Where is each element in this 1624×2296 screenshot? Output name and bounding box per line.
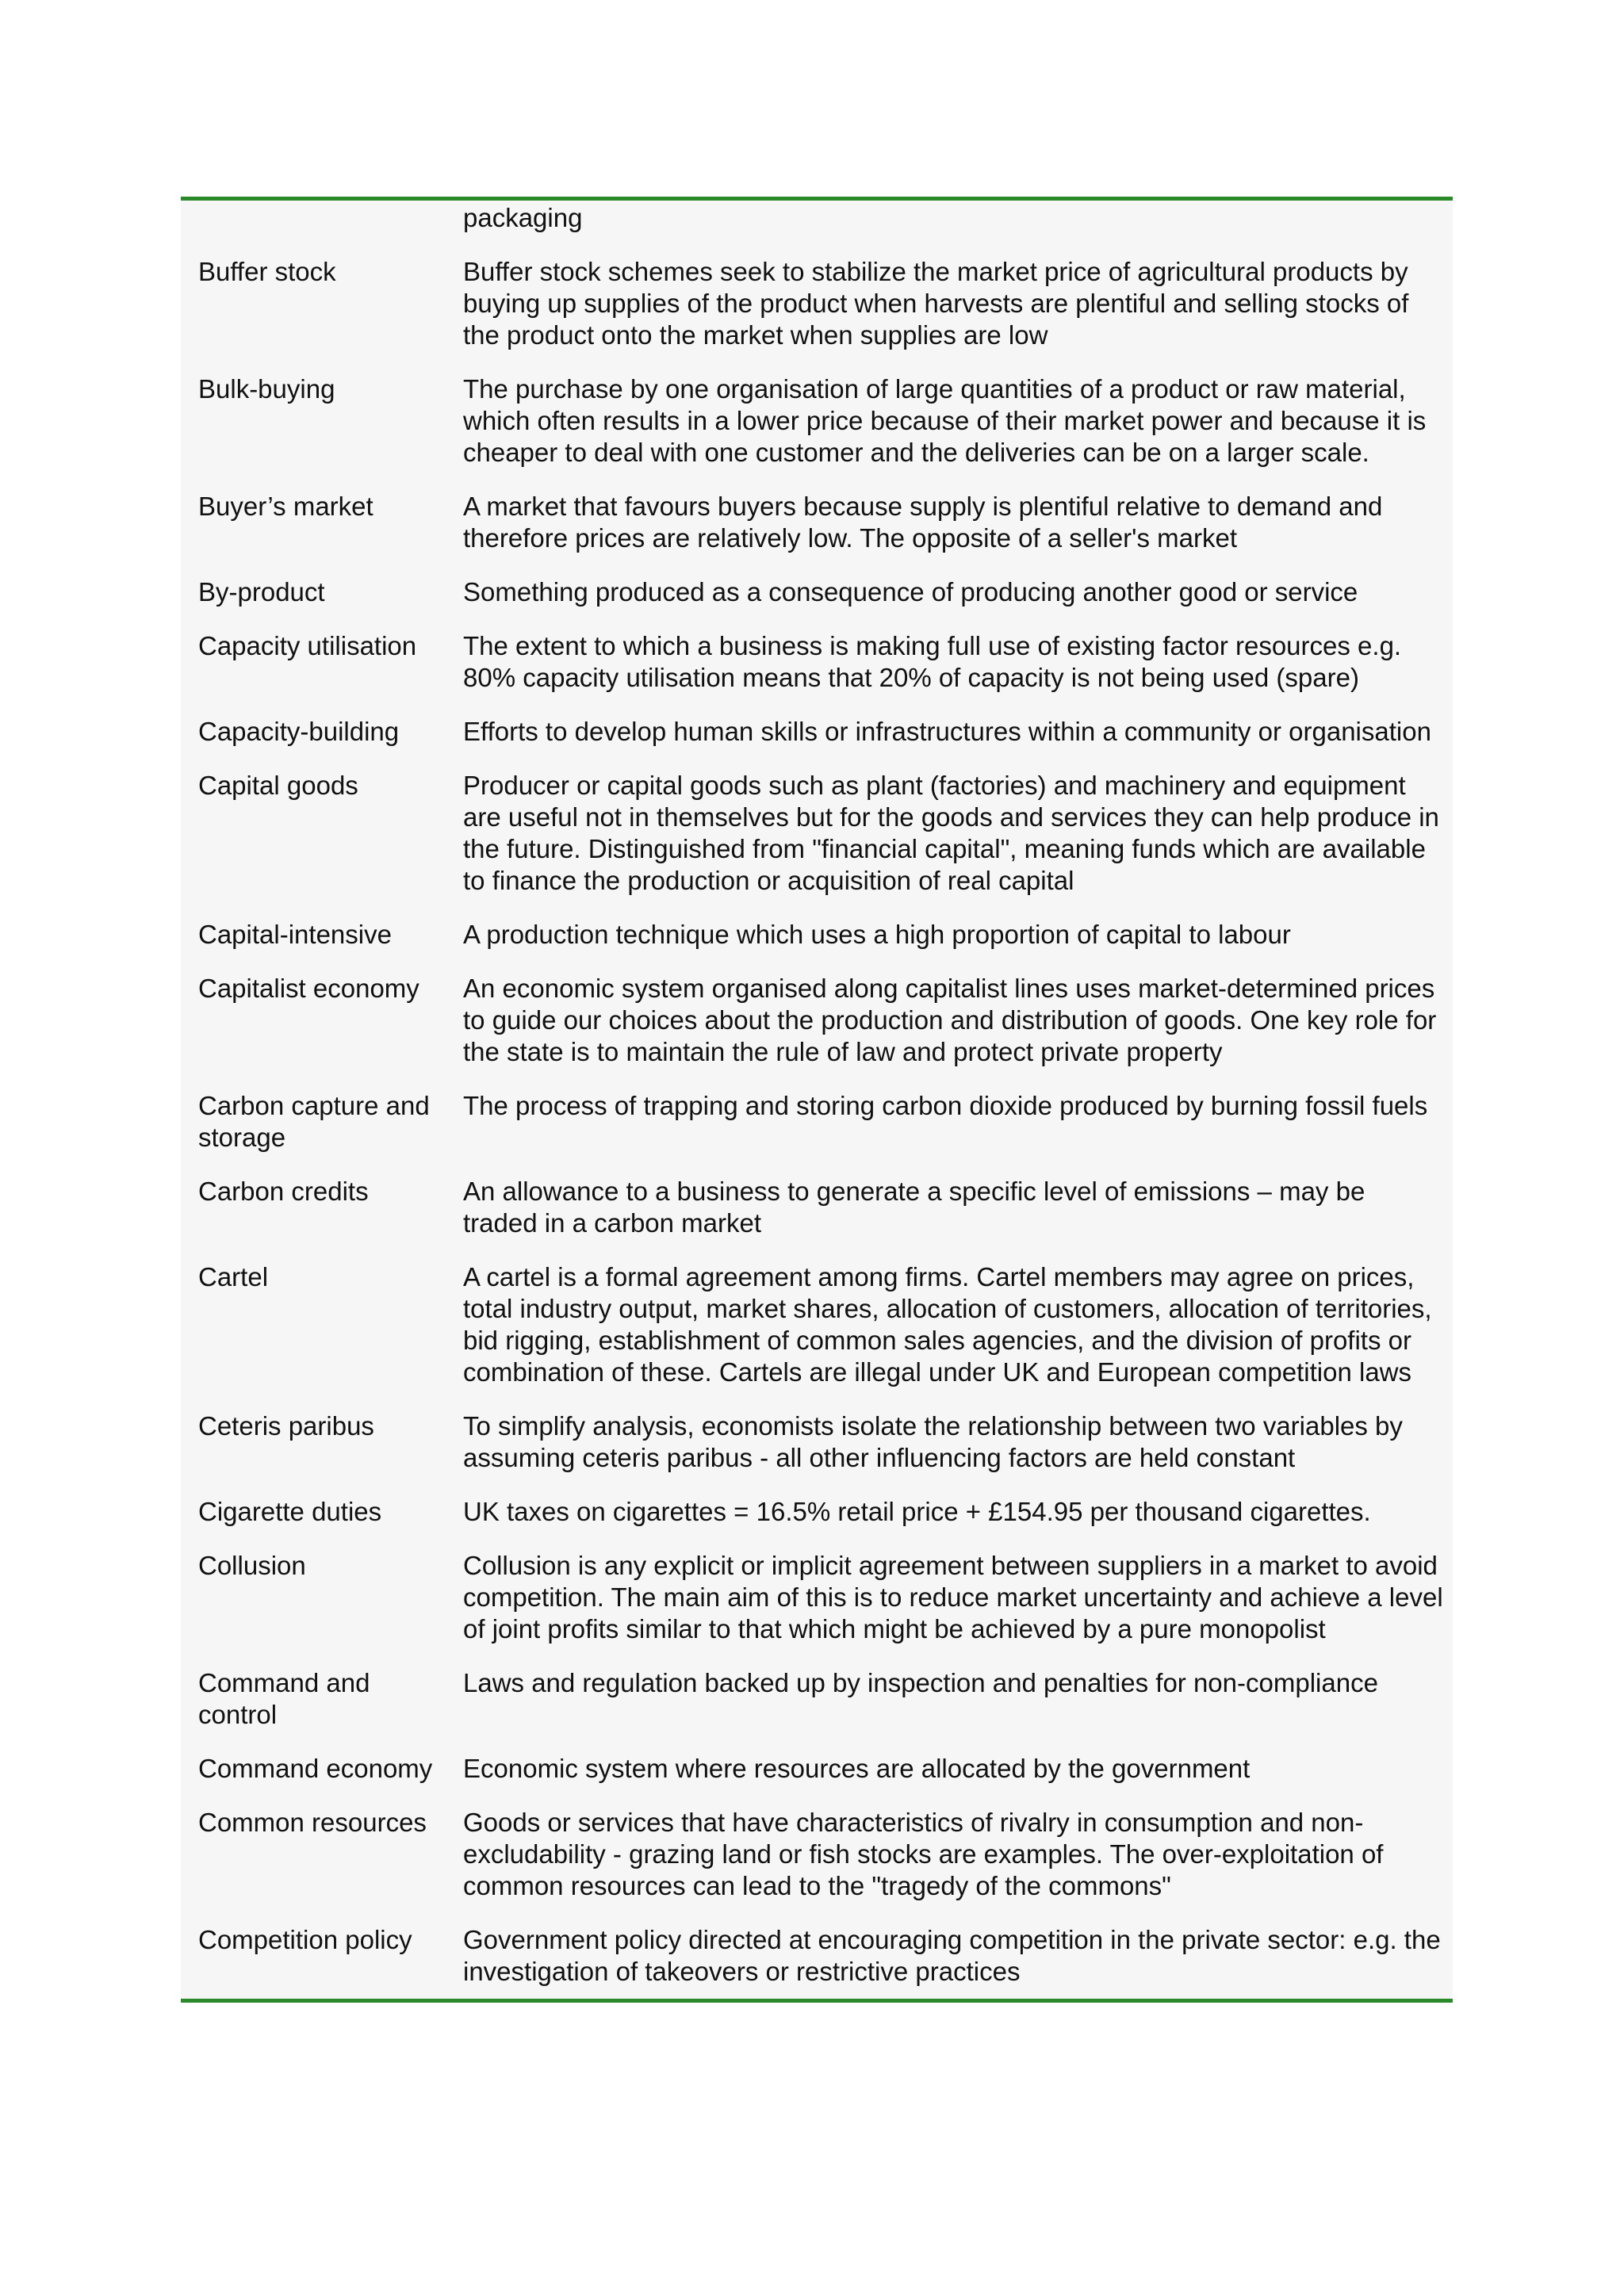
glossary-term: Cartel: [181, 1250, 463, 1399]
glossary-term: Bulk-buying: [181, 362, 463, 480]
glossary-term: Common resources: [181, 1796, 463, 1913]
glossary-row: [181, 1913, 1453, 1999]
glossary-row: [181, 480, 1453, 565]
glossary-term: Cigarette duties: [181, 1485, 463, 1539]
glossary-term: Collusion: [181, 1539, 463, 1656]
glossary-term: Capacity utilisation: [181, 619, 463, 705]
glossary-definition: Efforts to develop human skills or infrastructures within a community or organisation: [463, 705, 1453, 759]
glossary-row: [181, 1796, 1453, 1913]
glossary-row: [181, 1165, 1453, 1250]
glossary-definition: Laws and regulation backed up by inspection and penalties for non-compliance: [463, 1656, 1453, 1742]
glossary-term: Command and control: [181, 1656, 463, 1742]
glossary-row-continuation: [181, 201, 1453, 245]
glossary-term: By-product: [181, 565, 463, 619]
glossary-term: Ceteris paribus: [181, 1399, 463, 1485]
glossary-definition: The process of trapping and storing carbon dioxide produced by burning fossil fuels: [463, 1079, 1453, 1165]
glossary-definition: A cartel is a formal agreement among firms. Cartel members may agree on prices, total industry output, market shares, allocation of customers, allocation of territories, bid rigging, establishment of common sales agencies, and the division of profits or combination of these. Cartels are illegal under UK and European competition laws: [463, 1250, 1453, 1399]
glossary-term: Competition policy: [181, 1913, 463, 1999]
glossary-definition: UK taxes on cigarettes = 16.5% retail price + £154.95 per thousand cigarettes.: [463, 1485, 1453, 1539]
glossary-row: [181, 962, 1453, 1079]
glossary-term: Carbon capture and storage: [181, 1079, 463, 1165]
glossary-row: [181, 362, 1453, 480]
glossary-definition: An allowance to a business to generate a specific level of emissions – may be traded in a carbon market: [463, 1165, 1453, 1250]
glossary-term: Capitalist economy: [181, 962, 463, 1079]
glossary-definition: The purchase by one organisation of large quantities of a product or raw material, which often results in a lower price because of their market power and because it is cheaper to deal with one customer and the deliveries can be on a larger scale.: [463, 362, 1453, 480]
glossary-term: Capital goods: [181, 759, 463, 908]
glossary-row: [181, 1250, 1453, 1399]
glossary-term: Command economy: [181, 1742, 463, 1796]
glossary-row: [181, 1399, 1453, 1485]
glossary-row: [181, 705, 1453, 759]
glossary-term: Carbon credits: [181, 1165, 463, 1250]
glossary-definition: The extent to which a business is making full use of existing factor resources e.g. 80% capacity utilisation means that 20% of capacity is not being used (spare): [463, 619, 1453, 705]
glossary-row: [181, 1656, 1453, 1742]
glossary-row: [181, 1539, 1453, 1656]
glossary-definition: Goods or services that have characteristics of rivalry in consumption and non-excludability - grazing land or fish stocks are examples. The over-exploitation of common resources can lead to the "tragedy of the commons": [463, 1796, 1453, 1913]
glossary-term: Buyer’s market: [181, 480, 463, 565]
glossary-definition: Something produced as a consequence of producing another good or service: [463, 565, 1453, 619]
glossary-term: Buffer stock: [181, 245, 463, 362]
glossary-definition: Producer or capital goods such as plant (factories) and machinery and equipment are useful not in themselves but for the goods and services they can help produce in the future. Distinguished from "financial capital", meaning funds which are available to finance the production or acquisition of real capital: [463, 759, 1453, 908]
glossary-row: [181, 619, 1453, 705]
glossary-definition: Collusion is any explicit or implicit agreement between suppliers in a market to avoid competition. The main aim of this is to reduce market uncertainty and achieve a level of joint profits similar to that which might be achieved by a pure monopolist: [463, 1539, 1453, 1656]
glossary-row: [181, 565, 1453, 619]
glossary-row: [181, 1485, 1453, 1539]
glossary-definition: An economic system organised along capitalist lines uses market-determined prices to guide our choices about the production and distribution of goods. One key role for the state is to maintain the rule of law and protect private property: [463, 962, 1453, 1079]
glossary-term: Capital-intensive: [181, 908, 463, 962]
glossary-definition: A production technique which uses a high proportion of capital to labour: [463, 908, 1453, 962]
glossary-definition: A market that favours buyers because supply is plentiful relative to demand and therefore prices are relatively low. The opposite of a seller's market: [463, 480, 1453, 565]
glossary-table: [181, 197, 1453, 2003]
glossary-definition: packaging: [463, 201, 1453, 245]
glossary-definition: Government policy directed at encouraging competition in the private sector: e.g. the investigation of takeovers or restrictive practices: [463, 1913, 1453, 1999]
glossary-term: Capacity-building: [181, 705, 463, 759]
glossary-definition: To simplify analysis, economists isolate the relationship between two variables by assuming ceteris paribus - all other influencing factors are held constant: [463, 1399, 1453, 1485]
glossary-term: [181, 201, 463, 245]
glossary-definition: Buffer stock schemes seek to stabilize the market price of agricultural products by buying up supplies of the product when harvests are plentiful and selling stocks of the product onto the market when supplies are low: [463, 245, 1453, 362]
glossary-row: [181, 908, 1453, 962]
glossary-row: [181, 1742, 1453, 1796]
glossary-row: [181, 1079, 1453, 1165]
glossary-row: [181, 245, 1453, 362]
glossary-row: [181, 759, 1453, 908]
glossary-definition: Economic system where resources are allocated by the government: [463, 1742, 1453, 1796]
